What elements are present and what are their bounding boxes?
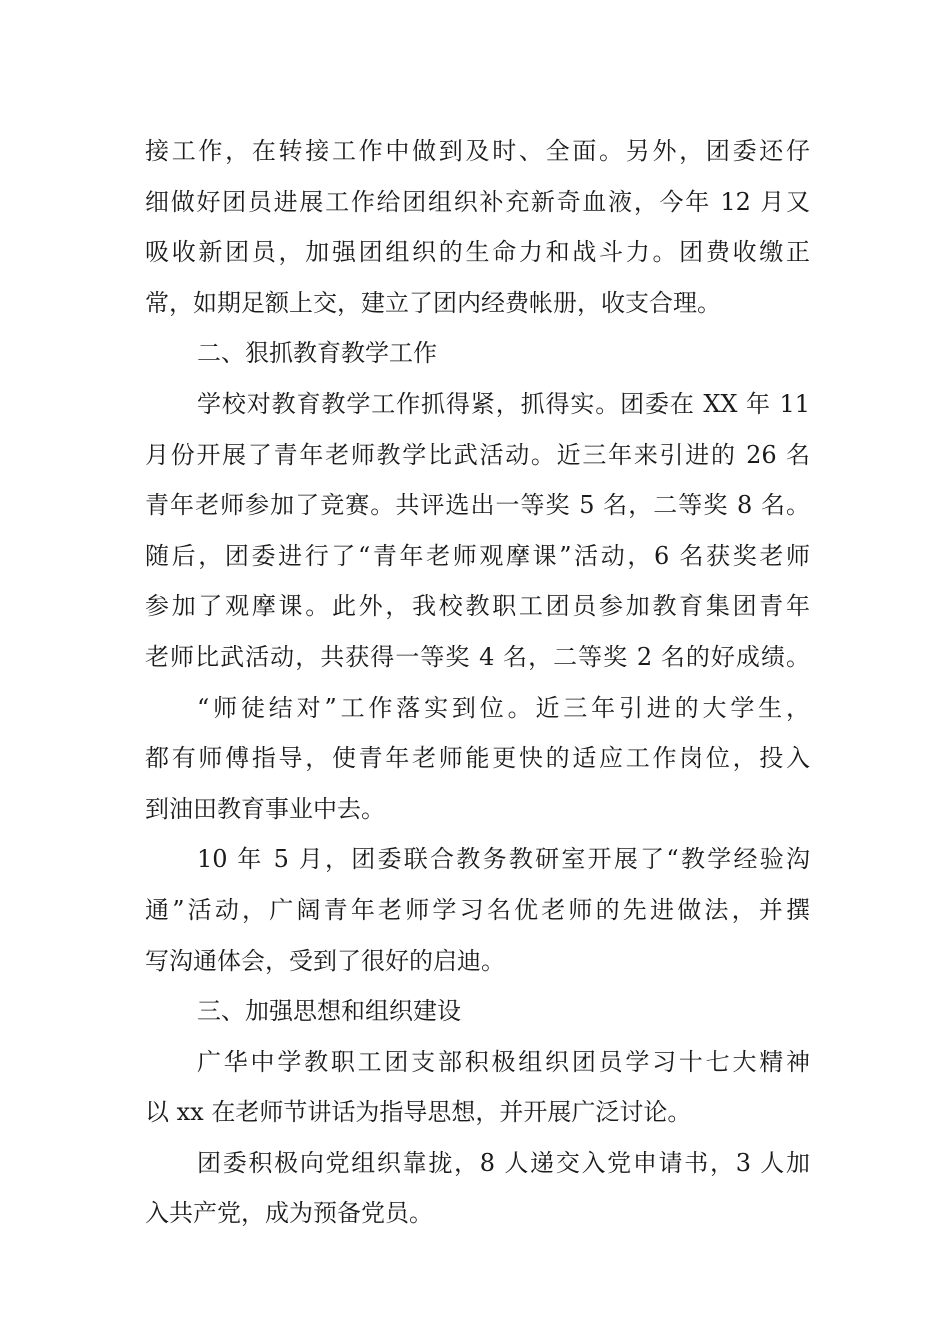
text-line: “师徒结对”工作落实到位。近三年引进的大学生， [197, 693, 810, 722]
section-heading: 二、狠抓教育教学工作 [197, 339, 437, 368]
section-heading: 三、加强思想和组织建设 [197, 997, 461, 1026]
text-line: 月份开展了青年老师教学比武活动。近三年来引进的 26 名 [145, 440, 810, 469]
text-line: 10 年 5 月，团委联合教务教研室开展了“教学经验沟 [197, 845, 810, 874]
text-line: 通”活动，广阔青年老师学习名优老师的先进做法，并撰 [145, 895, 810, 924]
text-line: 青年老师参加了竞赛。共评选出一等奖 5 名，二等奖 8 名。 [145, 491, 810, 520]
text-line: 接工作，在转接工作中做到及时、全面。另外，团委还仔 [145, 137, 810, 165]
text-line: 广华中学教职工团支部积极组织团员学习十七大精神 [197, 1047, 810, 1076]
text-line: 学校对教育教学工作抓得紧，抓得实。团委在 XX 年 11 [197, 389, 810, 418]
body-text [145, 126, 810, 1239]
text-line: 细做好团员进展工作给团组织补充新奇血液，今年 12 月又 [145, 187, 810, 216]
text-line: 都有师傅指导，使青年老师能更快的适应工作岗位，投入 [145, 744, 810, 773]
text-line: 老师比武活动，共获得一等奖 4 名，二等奖 2 名的好成绩。 [145, 642, 810, 671]
text-line: 写沟通体会，受到了很好的启迪。 [145, 946, 505, 975]
text-line: 以 xx 在老师节讲话为指导思想，并开展广泛讨论。 [145, 1098, 692, 1127]
text-line: 入共产党，成为预备党员。 [145, 1199, 433, 1228]
text-line: 参加了观摩课。此外，我校教职工团员参加教育集团青年 [145, 592, 810, 621]
text-line: 吸收新团员，加强团组织的生命力和战斗力。团费收缴正 [145, 238, 810, 267]
text-line: 随后，团委进行了“青年老师观摩课”活动，6 名获奖老师 [145, 541, 810, 570]
text-line: 常，如期足额上交，建立了团内经费帐册，收支合理。 [145, 288, 721, 317]
text-line: 到油田教育事业中去。 [145, 794, 385, 823]
text-line: 团委积极向党组织靠拢，8 人递交入党申请书，3 人加 [197, 1148, 810, 1177]
